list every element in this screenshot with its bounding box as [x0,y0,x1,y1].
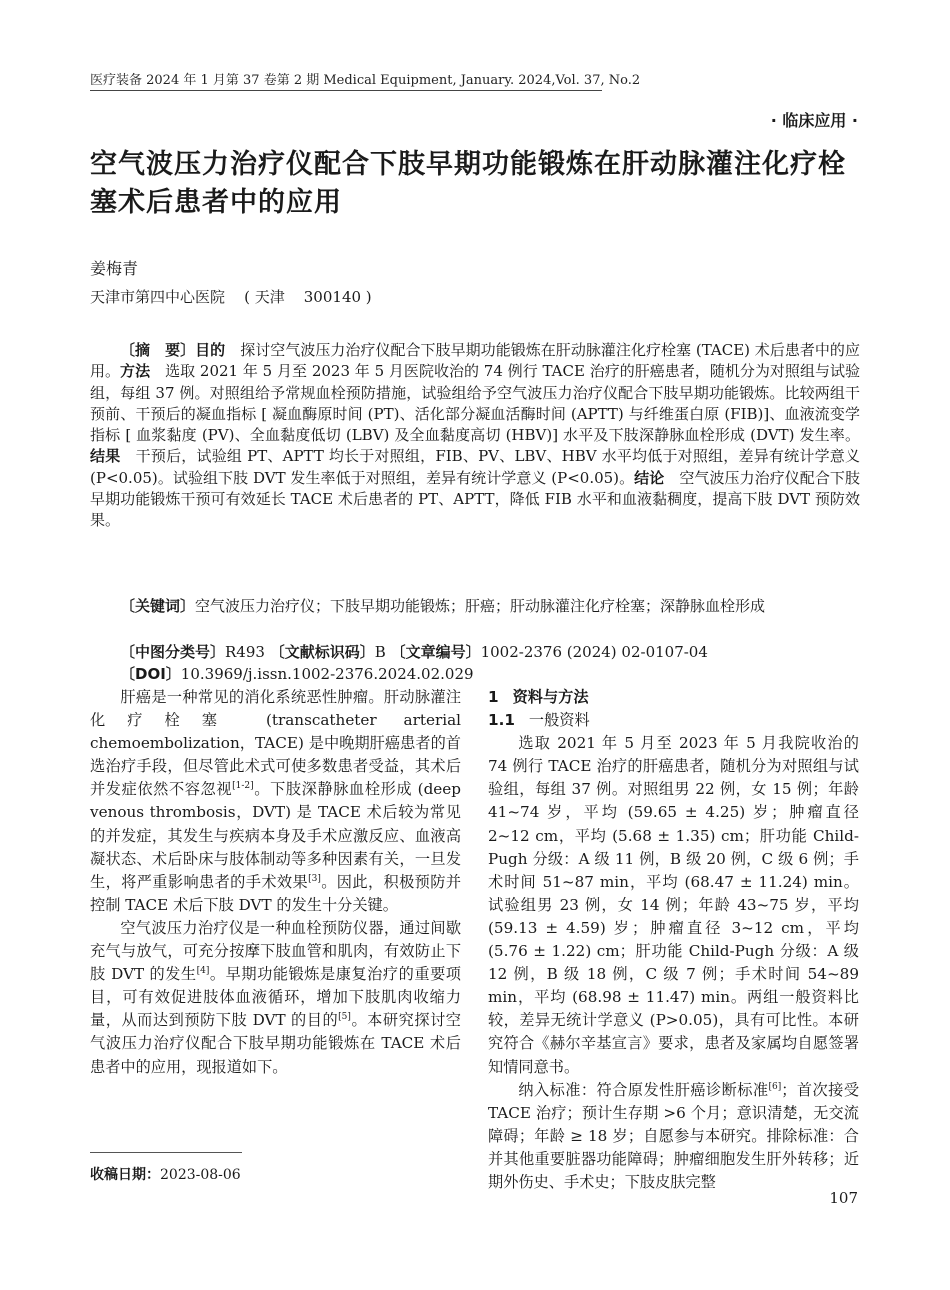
doi-label: 〔DOI〕 [120,665,181,683]
clc-label: 〔中图分类号〕 [120,643,226,661]
body-text: 肝癌是一种常见的消化系统恶性肿瘤。肝动脉灌注化疗栓塞 (transcatheter arterial chemoembolization，TACE) 是中晚期肝癌患者的首选治疗手段，但尽管此术式可使多数患者受益，其术后并发症依然不容忽视 [90,688,461,799]
results-text: 干预后，试验组 PT、APTT 均长于对照组，FIB、PV、LBV、HBV 水平均低于对照组，差异有统计学意义 (P<0.05)。试验组下肢 DVT 发生率低于对照组，差异有统计学意义 (P<0.05)。 [90,447,860,487]
body-paragraph [488,1079,859,1194]
body-paragraph [90,917,461,1079]
methods-label: 方法 [120,362,151,381]
received-value: 2023-08-06 [160,1167,241,1183]
abstract [90,340,860,532]
subsection-title: 一般资料 [528,711,590,730]
objective-label: 目的 [195,341,226,359]
article-title: 空气波压力治疗仪配合下肢早期功能锻炼在肝动脉灌注化疗栓塞术后患者中的应用 [90,149,846,218]
citation-ref[interactable]: [4] [196,966,210,977]
body-text: 。早期功能锻炼是康复治疗的重要项目，可有效促进肢体血液循环，增加下肢肌肉收缩力量，从而达到预防下肢 DVT 的目的 [90,965,461,1030]
header-rule [90,90,602,91]
doc-code-label: 〔文献标识码〕 [269,643,375,661]
body-text: 。因此，积极预防并控制 TACE 术后下肢 DVT 的发生十分关键。 [90,872,462,914]
results-label: 结果 [90,447,121,466]
article-number-label: 〔文章编号〕 [390,643,481,661]
classification-line [120,641,708,662]
received-label: 收稿日期： [90,1167,160,1183]
author-name: 姜梅青 [90,259,139,278]
section-title: 资料与方法 [512,688,589,706]
body-text: ；首次接受 TACE 治疗；预计生存期 >6 个月；意识清楚，无交流障碍；年龄 ≥ 18 岁；自愿参与本研究。排除标准：合并其他重要脏器功能障碍；肿瘤细胞发生肝外转移；近期外伤史、手术史；下肢皮肤完整 [488,1080,860,1191]
page-number: 107 [829,1189,858,1207]
conclusion-label: 结论 [634,468,665,487]
citation-ref[interactable]: [3] [308,873,321,884]
body-right-column [488,686,859,1194]
keywords-label: 〔关键词〕 [120,597,196,615]
doi-value[interactable]: 10.3969/j.issn.1002-2376.2024.02.029 [180,665,474,683]
clc-value: R493 [225,643,265,661]
citation-ref[interactable]: [5] [338,1012,351,1023]
objective-text: 探讨空气波压力治疗仪配合下肢早期功能锻炼在肝动脉灌注化疗栓塞 (TACE) 术后患者中的应用。 [90,341,860,381]
body-paragraph: 选取 2021 年 5 月至 2023 年 5 月我院收治的 74 例行 TACE 治疗的肝癌患者，随机分为对照组与试验组，每组 37 例。对照组男 22 例，女 15 例；年龄 41~74 岁，平均 (59.65 ± 4.25) 岁；肿瘤直径 2~12 cm，平均 (5.68 ± 1.35) cm；肝功能 Child-Pugh 分级：A 级 11 例，B 级 20 例，C 级 6 例；手术时间 51~87 min，平均 (68.47 ± 11.24) min。试验组男 23 例，女 14 例；年龄 43~75 岁，平均 (59.13 ± 4.59) 岁；肿瘤直径 3~12 cm，平均 (5.76 ± 1.22) cm；肝功能 Child-Pugh 分级：A 级 12 例，B 级 18 例，C 级 7 例；手术时间 54~89 min，平均 (68.98 ± 11.47) min。两组一般资料比较，差异无统计学意义 (P>0.05)，具有可比性。本研究符合《赫尔辛基宣言》要求，患者及家属均自愿签署知情同意书。 [488,734,859,1076]
body-text: 。下肢深静脉血栓形成 (deep venous thrombosis，DVT) 是 TACE 术后较为常见的并发症，其发生与疾病本身及手术应激反应、血液高凝状态、术后卧床与肢体制动等多种因素有关，一旦发生，将严重影响患者的手术效果 [90,780,461,891]
keywords-text: 空气波压力治疗仪；下肢早期功能锻炼；肝癌；肝动脉灌注化疗栓塞；深静脉血栓形成 [195,597,766,615]
abstract-label: 〔摘 要〕 [120,341,196,359]
author-affiliation: 天津市第四中心医院 ( 天津 300140 ) [90,288,372,306]
citation-ref[interactable]: [1-2] [232,781,254,792]
footnote-rule [90,1152,242,1153]
section-number: 1 [488,688,499,706]
methods-text: 选取 2021 年 5 月至 2023 年 5 月医院收治的 74 例行 TACE 治疗的肝癌患者，随机分为对照组与试验组，每组 37 例。对照组给予常规血栓预防措施，试验组给予空气波压力治疗仪配合下肢早期功能锻炼。比较两组干预前、干预后的凝血指标 [ 凝血酶原时间 (PT)、活化部分凝血活酶时间 (APTT) 与纤维蛋白原 (FIB)]、血液流变学指标 [ 血浆黏度 (PV)、全血黏度低切 (LBV) 及全血黏度高切 (HBV)] 水平及下肢深静脉血栓形成 (DVT) 发生率。 [90,362,860,445]
body-left-column [90,686,461,1079]
article-number-value: 1002-2376 (2024) 02-0107-04 [480,643,708,661]
conclusion-text: 空气波压力治疗仪配合下肢早期功能锻炼干预可有效延长 TACE 术后患者的 PT、APTT，降低 FIB 水平和血液黏稠度，提高下肢 DVT 预防效果。 [90,468,860,530]
section-heading [488,686,859,709]
body-paragraph [90,686,461,917]
subsection-heading [488,709,859,732]
subsection-number: 1.1 [488,711,515,730]
body-text: 纳入标准：符合原发性肝癌诊断标准 [518,1080,769,1099]
received-date [90,1164,241,1184]
doi-line [120,663,474,684]
keywords [90,596,860,617]
body-text: 。本研究探讨空气波压力治疗仪配合下肢早期功能锻炼在 TACE 术后患者中的应用，现报道如下。 [90,1011,461,1076]
doc-code-value: B [374,643,386,661]
running-header: 医疗装备 2024 年 1 月第 37 卷第 2 期 Medical Equipment, January. 2024,Vol. 37, No.2 [90,73,641,88]
body-text: 空气波压力治疗仪是一种血栓预防仪器，通过间歇充气与放气，可充分按摩下肢血管和肌肉，有效防止下肢 DVT 的发生 [90,918,461,984]
citation-ref[interactable]: [6] [768,1081,782,1092]
section-tag: · 临床应用 · [770,111,858,130]
